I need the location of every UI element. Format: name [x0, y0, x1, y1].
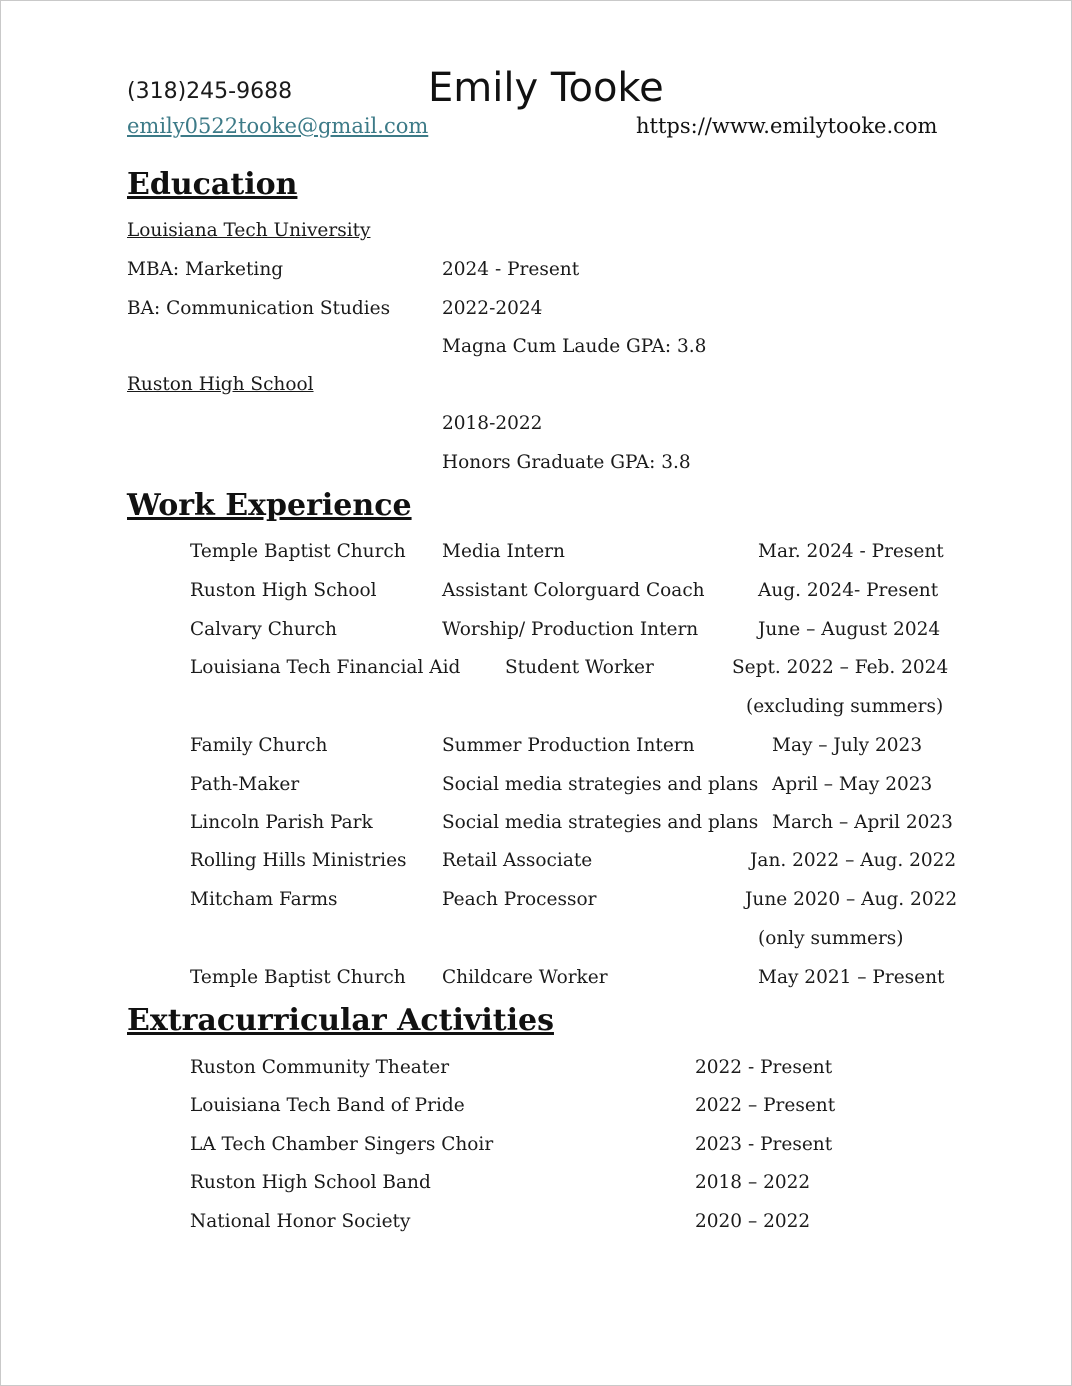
work-role: Retail Associate	[442, 850, 593, 871]
work-dates: May – July 2023	[772, 735, 923, 756]
work-role: Social media strategies and plans	[442, 774, 759, 795]
work-note: (only summers)	[758, 928, 904, 949]
work-org: Louisiana Tech Financial Aid	[190, 657, 461, 678]
work-role: Childcare Worker	[442, 967, 608, 988]
activities-heading: Extracurricular Activities	[127, 1003, 554, 1038]
activity-dates: 2023 - Present	[695, 1134, 833, 1155]
hs-honors: Honors Graduate GPA: 3.8	[442, 452, 691, 473]
work-dates: April – May 2023	[772, 774, 933, 795]
resume-name: Emily Tooke	[428, 65, 664, 111]
ba-degree: BA: Communication Studies	[127, 298, 391, 319]
work-role: Worship/ Production Intern	[442, 619, 699, 640]
work-dates: June – August 2024	[758, 619, 941, 640]
high-school-name: Ruston High School	[127, 374, 314, 395]
hs-dates: 2018-2022	[442, 413, 543, 434]
work-org: Calvary Church	[190, 619, 337, 640]
university-name: Louisiana Tech University	[127, 220, 371, 241]
ba-dates: 2022-2024	[442, 298, 543, 319]
work-dates: Jan. 2022 – Aug. 2022	[750, 850, 957, 871]
work-dates: Sept. 2022 – Feb. 2024	[732, 657, 949, 678]
mba-dates: 2024 - Present	[442, 259, 580, 280]
work-dates: Mar. 2024 - Present	[758, 541, 944, 562]
activity-name: National Honor Society	[190, 1211, 411, 1232]
education-heading: Education	[127, 167, 298, 202]
work-role: Assistant Colorguard Coach	[442, 580, 705, 601]
work-dates: Aug. 2024- Present	[758, 580, 939, 601]
work-org: Family Church	[190, 735, 328, 756]
work-role: Summer Production Intern	[442, 735, 695, 756]
work-dates: May 2021 – Present	[758, 967, 945, 988]
activity-name: Louisiana Tech Band of Pride	[190, 1095, 465, 1116]
work-dates: March – April 2023	[772, 812, 953, 833]
work-org: Lincoln Parish Park	[190, 812, 373, 833]
activity-name: Ruston High School Band	[190, 1172, 431, 1193]
activity-dates: 2020 – 2022	[695, 1211, 811, 1232]
work-org: Rolling Hills Ministries	[190, 850, 407, 871]
activity-name: LA Tech Chamber Singers Choir	[190, 1134, 494, 1155]
work-org: Ruston High School	[190, 580, 377, 601]
activity-dates: 2022 – Present	[695, 1095, 836, 1116]
email-link[interactable]: emily0522tooke@gmail.com	[127, 114, 429, 138]
phone-number: (318)245-9688	[127, 79, 293, 104]
work-experience-heading: Work Experience	[127, 488, 412, 523]
work-role: Student Worker	[505, 657, 654, 678]
activity-dates: 2022 - Present	[695, 1057, 833, 1078]
work-role: Media Intern	[442, 541, 565, 562]
activity-dates: 2018 – 2022	[695, 1172, 811, 1193]
work-dates: June 2020 – Aug. 2022	[745, 889, 958, 910]
work-org: Temple Baptist Church	[190, 967, 406, 988]
mba-degree: MBA: Marketing	[127, 259, 284, 280]
work-role: Peach Processor	[442, 889, 597, 910]
work-org: Path-Maker	[190, 774, 300, 795]
work-org: Mitcham Farms	[190, 889, 338, 910]
work-role: Social media strategies and plans	[442, 812, 759, 833]
ba-honors: Magna Cum Laude GPA: 3.8	[442, 336, 707, 357]
work-org: Temple Baptist Church	[190, 541, 406, 562]
activity-name: Ruston Community Theater	[190, 1057, 450, 1078]
website-url: https://www.emilytooke.com	[636, 114, 938, 138]
work-note: (excluding summers)	[746, 696, 944, 717]
